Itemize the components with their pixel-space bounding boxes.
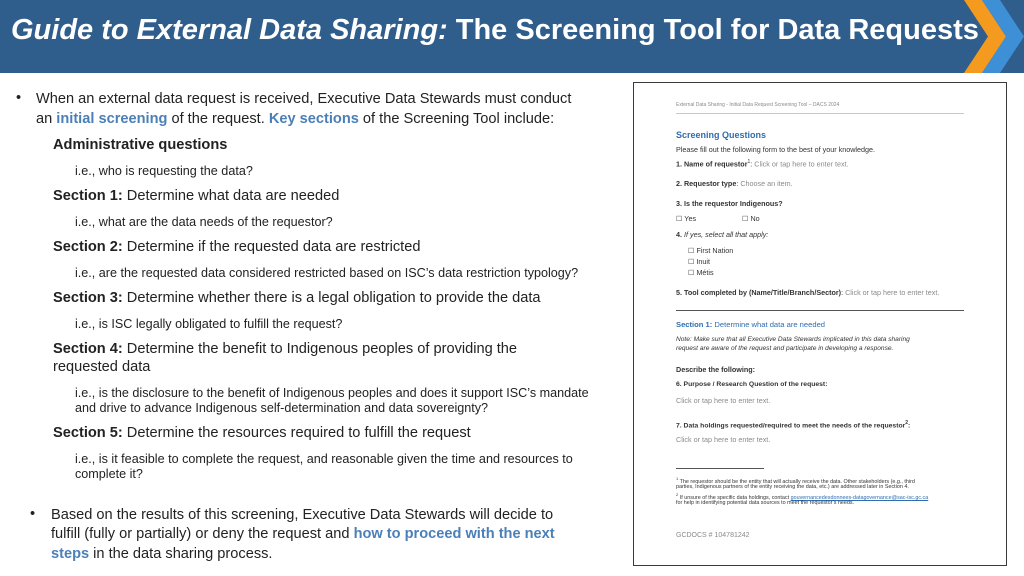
- bullet-marker: •: [30, 506, 36, 522]
- q1-input[interactable]: Click or tap here to enter text.: [754, 159, 849, 169]
- q4-label: 4. If yes, select all that apply:: [676, 230, 769, 239]
- conclusion-line-2: fulfill (fully or partially) or deny the request and how to proceed with the next: [51, 526, 555, 542]
- bullet-marker: •: [16, 90, 22, 106]
- page-title: Guide to External Data Sharing: The Screening Tool for Data Requests: [11, 14, 979, 46]
- footnote-2-cont: for help in identifying potential data sources to meet the requestor’s needs.: [676, 500, 855, 506]
- gcdocs-number: GCDOCS # 104781242: [676, 532, 750, 539]
- header-banner: [0, 0, 1024, 73]
- section-2-note: i.e., are the requested data considered restricted based on ISC’s data restriction typology?: [75, 266, 579, 280]
- conclusion-line-1: Based on the results of this screening, Executive Data Stewards will decide to: [51, 507, 554, 523]
- footnote-rule: [676, 468, 764, 469]
- q7-label: 7. Data holdings requested/required to meet the needs of the requestor$^2$:: [676, 420, 911, 430]
- section-5-note: i.e., is it feasible to complete the request, and reasonable given the time and resources to: [75, 452, 573, 466]
- section-5-note-cont: complete it?: [75, 467, 143, 481]
- section-admin-note: i.e., who is requesting the data?: [75, 164, 253, 178]
- chevron-arrows-icon: [964, 0, 1024, 73]
- q3-no-checkbox[interactable]: ☐ No: [742, 214, 760, 223]
- q7-input[interactable]: Click or tap here to enter text.: [676, 435, 771, 444]
- key-sections-text: Key sections: [268, 111, 359, 127]
- q4-first-nation-checkbox[interactable]: ☐ First Nation: [688, 246, 734, 255]
- section-admin-label: Administrative questions: [53, 137, 228, 153]
- section-4-note-cont: and drive to advance Indigenous self-determination and data sovereignty?: [75, 401, 489, 415]
- intro-line-2: an initial screening of the request. Key sections of the Screening Tool include:: [36, 111, 555, 127]
- describe-label: Describe the following:: [676, 365, 756, 374]
- section-2-heading: Section 2: Determine if the requested data are restricted: [53, 239, 421, 255]
- q4-metis-checkbox[interactable]: ☐ Métis: [688, 268, 714, 277]
- section-4-heading-cont: requested data: [53, 359, 151, 375]
- intro-line-1: When an external data request is received, Executive Data Stewards must conduct: [36, 91, 572, 107]
- form-heading: Screening Questions: [676, 130, 767, 140]
- section-4-heading: Section 4: Determine the benefit to Indigenous peoples of providing the: [53, 341, 518, 357]
- footnote-email-link[interactable]: gouvernancedesdonnees-datagovernance@sac-isc.gc.ca: [790, 494, 929, 501]
- q3-label: 3. Is the requestor Indigenous?: [676, 199, 783, 208]
- conclusion-line-3: steps in the data sharing process.: [51, 546, 273, 562]
- section-3-heading: Section 3: Determine whether there is a legal obligation to provide the data: [53, 290, 541, 306]
- form-instructions: Please fill out the following form to the best of your knowledge.: [676, 145, 875, 154]
- q3-yes-checkbox[interactable]: ☐ Yes: [676, 214, 697, 223]
- q1-row: 1. Name of requestor$^1$: Click or tap here to enter text.: [676, 159, 849, 169]
- q2-row: 2. Requestor type: Choose an item.: [676, 179, 793, 188]
- q6-label: 6. Purpose / Research Question of the request:: [676, 381, 828, 388]
- header-rule: [676, 113, 964, 114]
- initial-screening-text: initial screening: [56, 111, 168, 127]
- section-5-heading: Section 5: Determine the resources required to fulfill the request: [53, 425, 471, 441]
- footnote-1-cont: parties, Indigenous partners of the entity receiving the data, etc.) are addressed later in Section 4.: [676, 484, 909, 490]
- q6-input[interactable]: Click or tap here to enter text.: [676, 396, 771, 405]
- form-note-line-1: Note: Make sure that all Executive Data Stewards implicated in this data sharing: [676, 336, 910, 343]
- form-section-1-heading: Section 1: Determine what data are needed: [676, 320, 826, 329]
- q5-row: 5. Tool completed by (Name/Title/Branch/Sector): Click or tap here to enter text.: [676, 288, 940, 297]
- form-doc-header: External Data Sharing - Initial Data Request Screening Tool – DACS 2024: [676, 102, 840, 108]
- section-1-heading: Section 1: Determine what data are needed: [53, 188, 340, 204]
- footnote-2: $^2$ If unsure of the specific data holdings, contact gouvernancedesdonnees-datagovernance@sac-isc.gc.ca: [676, 492, 929, 501]
- screening-form-preview: [633, 82, 1007, 566]
- q4-inuit-checkbox[interactable]: ☐ Inuit: [688, 257, 711, 266]
- form-note-line-2: request are aware of the request and participate in developing a response.: [676, 345, 894, 352]
- section-4-note: i.e., is the disclosure to the benefit of Indigenous peoples and does it support ISC’s mandate: [75, 386, 589, 400]
- footnote-1: $^1$ The requestor should be the entity that will actually receive the data. Other stakeholders (e.g., third: [676, 476, 915, 485]
- q2-select[interactable]: Choose an item.: [740, 179, 793, 188]
- section-3-note: i.e., is ISC legally obligated to fulfill the request?: [75, 317, 343, 331]
- section-1-note: i.e., what are the data needs of the requestor?: [75, 215, 333, 229]
- q5-input[interactable]: Click or tap here to enter text.: [845, 288, 940, 297]
- section-divider: [676, 310, 964, 311]
- next-steps-text: how to proceed with the next: [353, 526, 555, 542]
